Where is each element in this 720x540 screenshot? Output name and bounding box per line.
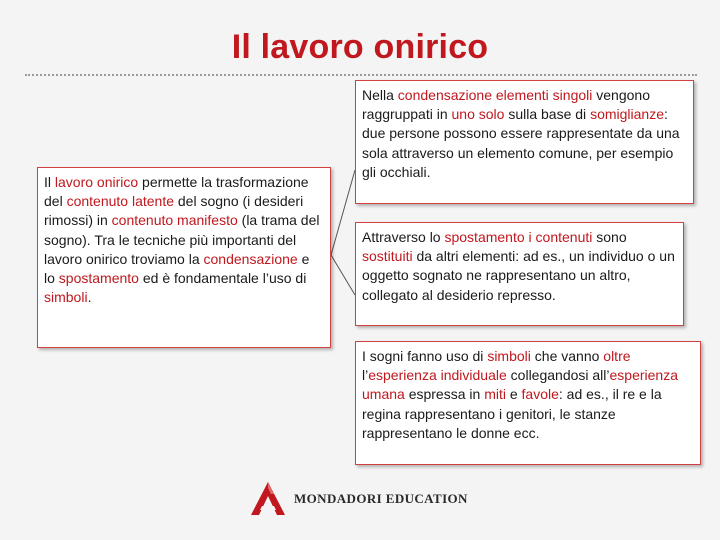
highlight-text: condensazione xyxy=(203,250,298,267)
body-text: l’ xyxy=(362,367,369,384)
body-text: permette la trasformazione del xyxy=(44,174,309,210)
body-text: Attraverso lo xyxy=(362,229,445,245)
body-text: e xyxy=(505,386,522,403)
body-text: . xyxy=(87,289,92,306)
highlight-text: simboli xyxy=(44,289,88,306)
title-divider xyxy=(25,74,697,76)
body-text: vengono raggruppati in xyxy=(362,87,650,123)
body-text: ed è fondamentale l’uso di xyxy=(138,270,307,287)
condensation-text xyxy=(362,86,687,182)
highlight-text: favole xyxy=(521,386,559,403)
publisher-logo xyxy=(248,481,478,517)
intro-text-box xyxy=(37,167,331,348)
body-text: collegandosi all’ xyxy=(506,367,610,384)
symbols-text-box xyxy=(355,341,701,465)
logo-text: MONDADORI EDUCATION xyxy=(294,491,468,506)
body-text: che vanno xyxy=(530,348,604,364)
highlight-text: oltre xyxy=(603,348,631,364)
body-text: da altri elementi: ad es., un individuo o un oggetto sognato ne rappresentano un altro, collegato al desiderio represso. xyxy=(362,248,675,303)
connector-line-bottom xyxy=(331,255,355,295)
highlight-text: sostituiti xyxy=(362,248,413,265)
highlight-text: contenuto latente xyxy=(66,193,174,210)
highlight-text: spostamento i contenuti xyxy=(444,229,593,245)
body-text: e lo xyxy=(44,250,310,287)
mondadori-a-icon xyxy=(248,481,292,517)
highlight-text: esperienza umana xyxy=(362,367,679,403)
highlight-text: miti xyxy=(484,386,506,403)
symbols-text xyxy=(362,347,694,443)
condensation-text-box xyxy=(355,80,694,204)
highlight-text: somiglianze xyxy=(590,106,664,123)
displacement-text-box xyxy=(355,222,684,326)
body-text: Nella xyxy=(362,87,398,103)
body-text: : due persone possono essere rappresentate da una sola attraverso un elemento comune, per esempio gli occhiali. xyxy=(362,106,680,180)
displacement-text xyxy=(362,228,677,305)
highlight-text: contenuto manifesto xyxy=(111,212,238,229)
body-text: espressa in xyxy=(404,386,485,403)
highlight-text: condensazione elementi singoli xyxy=(397,87,593,103)
highlight-text: spostamento xyxy=(58,270,139,287)
highlight-text: lavoro onirico xyxy=(54,174,139,190)
highlight-text: esperienza individuale xyxy=(368,367,507,384)
body-text: Il xyxy=(44,174,55,190)
highlight-text: uno solo xyxy=(451,106,505,123)
body-text: I sogni fanno uso di xyxy=(362,348,488,364)
slide-title: Il lavoro onirico xyxy=(231,28,489,66)
body-text: sono xyxy=(592,229,627,245)
body-text: del sogno (i desideri rimossi) in xyxy=(44,193,304,229)
body-text: : ad es., il re e la regina rappresentano i genitori, le stanze rappresentano le donne ecc. xyxy=(362,386,662,441)
intro-text xyxy=(44,173,324,307)
highlight-text: simboli xyxy=(487,348,531,364)
body-text: sulla base di xyxy=(504,106,591,123)
connector-line-top xyxy=(331,170,355,255)
body-text: (la trama del sogno). Tra le tecniche più importanti del lavoro onirico troviamo la xyxy=(44,212,320,267)
